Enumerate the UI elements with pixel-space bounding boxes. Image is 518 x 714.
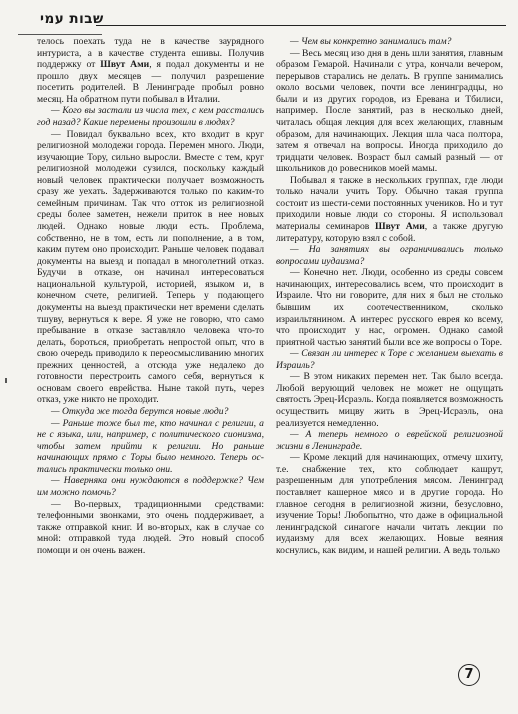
paragraph-text: — Раньше тоже был те, кто начинал с религии, а не с языка, или, например, с политического сионизма, чтобы затем прийти к религии. Но раньше начинающих прямо с Торы было немного. Теперь остались практически только они. bbox=[37, 417, 264, 475]
paragraph-text: — Кроме лекций для начинающих, отмечу шхиту, т.е. снабжение тех, кто соблюдает кашрут, разрешенным для употребления мясом. Ленинград поставляет кашерное мясо и в другие города. Но главное сегодня в религиозной жизни, безусловно, изучение Торы! Любопытно, что даже в официальной ленинградской синагоге начали читать лекции по иудаизму для всех желающих. Новые веяния коснулись, как видим, и нашей религии. А ведь только bbox=[276, 452, 503, 556]
paragraph-text: — Кого вы застали из числа тех, с кем расстались год назад? Какие перемены произошли в людях? bbox=[37, 105, 264, 128]
paragraph-text: — Откуда же тогда берутся новые люди? bbox=[51, 406, 229, 417]
interview-question bbox=[276, 244, 503, 267]
interview-question bbox=[37, 406, 264, 418]
interview-answer bbox=[276, 175, 503, 244]
paragraph-text: Побывал я также в нескольких группах, где люди только начали учить Тору. Обычно такая группа состоит из шести-семи постоянных учеников. Но и тут приходили новые люди со стороны. Я использовал материалы семинаров bbox=[276, 174, 503, 232]
page-header bbox=[18, 10, 508, 36]
interview-answer bbox=[37, 129, 264, 407]
interview-answer bbox=[37, 499, 264, 557]
interview-question bbox=[276, 36, 503, 48]
interview-answer bbox=[276, 371, 503, 429]
paragraph-text: — Наверняка они нуждаются в поддержке? Чем им можно помочь? bbox=[37, 475, 264, 498]
paragraph-text: — Чем вы конкретно занимались там? bbox=[290, 36, 452, 47]
paragraph-text: телось поехать туда не в качестве заурядного интуриста, а в качестве студента ешивы. Получив поддержку от bbox=[37, 36, 264, 71]
journal-title: שבות עמי bbox=[40, 11, 104, 27]
interview-answer bbox=[276, 452, 503, 556]
paragraph-text: — Во-первых, традиционными средствами: телефонными звонками, это очень поддерживает, а также отправкой книг. И во-вторых, как в случае со мной: отправкой туда людей. Это новый способ помощи и он очень важен. bbox=[37, 498, 264, 556]
organization-name: Швут Ами bbox=[375, 221, 425, 232]
paragraph-text: , а также другую литературу, которую взял с собой. bbox=[276, 221, 503, 244]
interview-answer bbox=[276, 267, 503, 348]
interview-question bbox=[276, 348, 503, 371]
interview-question bbox=[37, 418, 264, 476]
organization-name: Швут Ами bbox=[100, 59, 150, 71]
paragraph-text: — Повидал буквально всех, кто входит в круг религиозной молодежи города. Перемен много. Люди, изучающие Тору, сильно выросли. Вместе с тем, круг религиозной молодежи сузился, поскольку каждый новый человек практически получает возможность сразу же уехать. Задерживаются только по каким-то семейным причинам. Так что отток из религиозной среды более заметен, нежели приток в нее новых людей. Однако новые люди есть. Проблема, собственно, не в том, есть ли пополнение, а в том, каким путем оно происходит. Раньше человек подавал документы на выезд и попадал в многолетний отказ. Будучи в отказе, он начинал интересоваться национальной культурой, историей, языком и, в конечном счете, религией. Теперь у подающего документы на выезд практически нет времени сделать тшуву, вернуться к вере. Я уже не говорю, что само пребывание в отказе заставляло человека что-то делать, бороться, приобретать непростой опыт, что в свою очередь приводило к переосмысливанию многих прежних ценностей, а отсюда уже недалеко до готовности перестроить самого себя, вернуться к основам своего еврейства. Ныне такой путь, через отказ, уже никто не проходит. bbox=[37, 128, 264, 406]
paragraph-text: — А теперь немного о еврейской религиозной жизни в Ленинграде. bbox=[276, 429, 503, 452]
interview-question bbox=[276, 429, 503, 452]
interview-answer bbox=[276, 48, 503, 175]
interview-question bbox=[37, 475, 264, 498]
left-text-column bbox=[37, 36, 264, 556]
scan-mark bbox=[5, 378, 7, 383]
paragraph-text: — В этом никаких перемен нет. Так было всегда. Любой верующий человек не может не ощущать святость Эрец-Исраэль. Когда появляется возможность осуществить мицву жить в Эрец-Исраэль, она реализуется немедленно. bbox=[276, 371, 503, 429]
paragraph-text: , я подал документы и не прошло двух месяцев — получил разрешение посетить родителей. В Ленинграде пробыл ровно месяц. На обратном пути побывал в Италии. bbox=[37, 59, 264, 105]
paragraph-text: — Связан ли интерес к Торе с желанием выехать в Израиль? bbox=[276, 348, 503, 371]
header-underline bbox=[18, 34, 102, 35]
interview-answer bbox=[37, 36, 264, 105]
right-text-column bbox=[276, 36, 503, 556]
paragraph-text: — На занятиях вы ограничивались только вопросами иудаизма? bbox=[276, 244, 503, 267]
header-rule bbox=[96, 25, 506, 26]
page-number: 7 bbox=[458, 664, 480, 686]
interview-question bbox=[37, 105, 264, 128]
paragraph-text: — Конечно нет. Люди, особенно из среды совсем начинающих, интересовались всем, что происходит в Израиле. Что ни говорите, для них я был не столько бывшим их соотечественником, сколько израильтянином. А интерес русского еврея ко всему, что происходит у нас, огромен. Однако самой приятной частью занятий были все же вопросы о Торе. bbox=[276, 267, 503, 348]
paragraph-text: — Весь месяц изо дня в день шли занятия, главным образом Гемарой. Начинали с утра, кончали вечером, перерывов старались не делать. В группе занимались около восьми человек, почти все ленинградцы, но были и из других городов, из Еревана и Тбилиси, например. После занятий, раз в несколько дней, читалась общая лекция для всех желающих, главным образом, для начинающих. Лекция шла часа полтора, затем я отвечал на вопросы. Иногда приходило до тридцати человек. Возраст был самый разный — от школьников до ровесников моей мамы. bbox=[276, 47, 503, 175]
